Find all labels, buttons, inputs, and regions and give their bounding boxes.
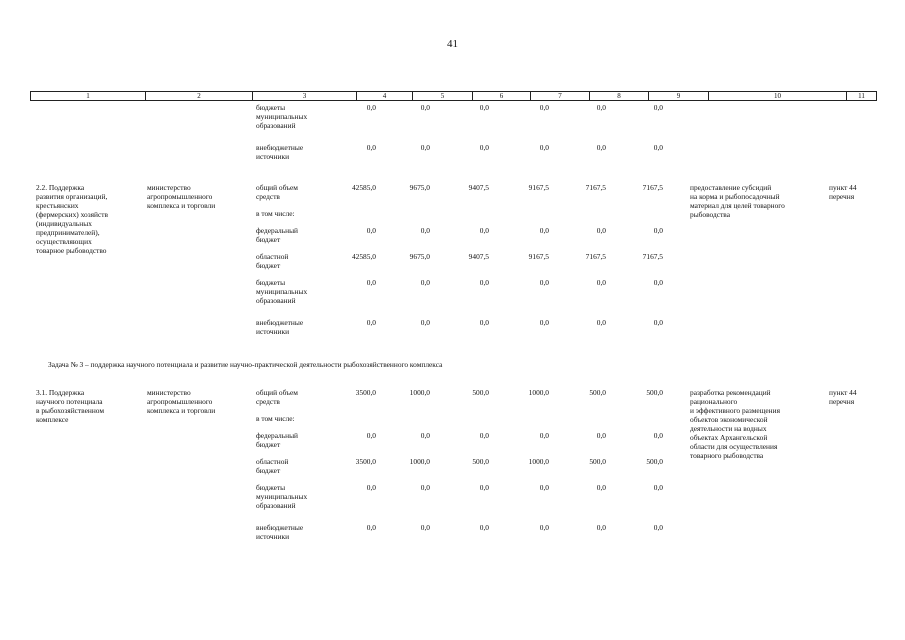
- value-cell: 7167,5: [642, 183, 663, 192]
- value-cell: 0,0: [653, 226, 663, 235]
- task-3-heading: Задача № 3 – поддержка научного потенциала и развитие научно-практической деятельности рыбохозяйственного комплекса: [48, 360, 443, 369]
- value-cell: 0,0: [539, 103, 549, 112]
- header-cell: 4: [357, 92, 413, 101]
- header-cell: 7: [531, 92, 590, 101]
- value-cell: 0,0: [366, 318, 376, 327]
- value-cell: 0,0: [479, 226, 489, 235]
- value-cell: 0,0: [653, 143, 663, 152]
- value-cell: 0,0: [366, 483, 376, 492]
- value-cell: 1000,0: [528, 388, 549, 397]
- funding-source-label: областной бюджет: [256, 457, 289, 475]
- value-cell: 9675,0: [409, 183, 430, 192]
- funding-source-label: внебюджетные источники: [256, 318, 304, 336]
- value-cell: 500,0: [589, 388, 606, 397]
- value-cell: 3500,0: [355, 388, 376, 397]
- header-cell: 10: [709, 92, 847, 101]
- value-cell: 0,0: [539, 431, 549, 440]
- value-cell: 0,0: [366, 143, 376, 152]
- header-cell: 1: [31, 92, 146, 101]
- value-cell: 0,0: [479, 318, 489, 327]
- value-cell: 0,0: [596, 143, 606, 152]
- value-cell: 0,0: [653, 318, 663, 327]
- value-cell: 0,0: [539, 523, 549, 532]
- value-cell: 42585,0: [351, 252, 376, 261]
- header-cell: 6: [473, 92, 531, 101]
- value-cell: 42585,0: [351, 183, 376, 192]
- value-cell: 0,0: [653, 431, 663, 440]
- activity-name: 2.2. Поддержка развития организаций, крестьянских (фермерских) хозяйств (индивидуальных предпринимателей), осуществляющих товарное рыбоводство: [36, 183, 108, 255]
- page-number: 41: [447, 38, 458, 50]
- value-cell: 3500,0: [355, 457, 376, 466]
- value-cell: 500,0: [646, 457, 663, 466]
- funding-source-label: бюджеты муниципальных образований: [256, 483, 308, 510]
- reference-note: пункт 44 перечня: [829, 388, 857, 406]
- value-cell: 0,0: [420, 318, 430, 327]
- value-cell: 0,0: [479, 143, 489, 152]
- value-cell: 0,0: [653, 103, 663, 112]
- value-cell: 0,0: [366, 431, 376, 440]
- value-cell: 9675,0: [409, 252, 430, 261]
- including-label: в том числе:: [256, 414, 295, 423]
- header-cell: 5: [413, 92, 473, 101]
- value-cell: 0,0: [420, 483, 430, 492]
- value-cell: 0,0: [539, 318, 549, 327]
- value-cell: 0,0: [420, 103, 430, 112]
- value-cell: 0,0: [596, 318, 606, 327]
- executor-name: министерство агропромышленного комплекса и торговли: [147, 183, 216, 210]
- value-cell: 0,0: [539, 278, 549, 287]
- value-cell: 0,0: [596, 483, 606, 492]
- value-cell: 0,0: [596, 523, 606, 532]
- value-cell: 0,0: [653, 523, 663, 532]
- funding-source-label: общий объем средств: [256, 388, 298, 406]
- header-cell: 8: [590, 92, 649, 101]
- expected-result: предоставление субсидий на корма и рыбопосадочный материал для целей товарного рыбоводства: [690, 183, 785, 219]
- value-cell: 0,0: [653, 278, 663, 287]
- including-label: в том числе:: [256, 209, 295, 218]
- header-cell: 11: [847, 92, 877, 101]
- value-cell: 1000,0: [528, 457, 549, 466]
- value-cell: 0,0: [420, 143, 430, 152]
- header-cell: 9: [649, 92, 709, 101]
- funding-source-label: бюджеты муниципальных образований: [256, 278, 308, 305]
- column-number-header: [30, 91, 877, 101]
- value-cell: 0,0: [596, 226, 606, 235]
- value-cell: 0,0: [596, 103, 606, 112]
- value-cell: 0,0: [653, 483, 663, 492]
- value-cell: 0,0: [479, 431, 489, 440]
- value-cell: 0,0: [420, 523, 430, 532]
- funding-source-label: внебюджетные источники: [256, 143, 304, 161]
- value-cell: 0,0: [479, 103, 489, 112]
- value-cell: 0,0: [420, 431, 430, 440]
- executor-name: министерство агропромышленного комплекса и торговли: [147, 388, 216, 415]
- value-cell: 0,0: [366, 278, 376, 287]
- reference-note: пункт 44 перечня: [829, 183, 857, 201]
- value-cell: 0,0: [366, 103, 376, 112]
- expected-result: разработка рекомендаций рационального и эффективного размещения объектов экономической деятельности на водных объектах Архангельской области для осуществления товарного рыбоводства: [690, 388, 780, 460]
- value-cell: 500,0: [472, 388, 489, 397]
- funding-source-label: бюджеты муниципальных образований: [256, 103, 308, 130]
- value-cell: 9407,5: [468, 183, 489, 192]
- value-cell: 500,0: [589, 457, 606, 466]
- funding-source-label: внебюджетные источники: [256, 523, 304, 541]
- value-cell: 0,0: [479, 523, 489, 532]
- value-cell: 500,0: [472, 457, 489, 466]
- value-cell: 0,0: [420, 226, 430, 235]
- value-cell: 7167,5: [585, 252, 606, 261]
- value-cell: 0,0: [479, 483, 489, 492]
- value-cell: 0,0: [539, 143, 549, 152]
- value-cell: 9167,5: [528, 252, 549, 261]
- header-cell: 2: [146, 92, 253, 101]
- value-cell: 0,0: [479, 278, 489, 287]
- value-cell: 0,0: [366, 226, 376, 235]
- funding-source-label: федеральный бюджет: [256, 226, 298, 244]
- value-cell: 0,0: [539, 483, 549, 492]
- value-cell: 1000,0: [409, 457, 430, 466]
- funding-source-label: федеральный бюджет: [256, 431, 298, 449]
- value-cell: 0,0: [366, 523, 376, 532]
- value-cell: 0,0: [420, 278, 430, 287]
- value-cell: 7167,5: [642, 252, 663, 261]
- value-cell: 500,0: [646, 388, 663, 397]
- activity-name: 3.1. Поддержка научного потенциала в рыбохозяйственном комплексе: [36, 388, 105, 424]
- header-cell: 3: [253, 92, 357, 101]
- value-cell: 1000,0: [409, 388, 430, 397]
- value-cell: 0,0: [596, 278, 606, 287]
- funding-source-label: областной бюджет: [256, 252, 289, 270]
- value-cell: 9407,5: [468, 252, 489, 261]
- value-cell: 0,0: [596, 431, 606, 440]
- value-cell: 7167,5: [585, 183, 606, 192]
- funding-source-label: общий объем средств: [256, 183, 298, 201]
- value-cell: 0,0: [539, 226, 549, 235]
- value-cell: 9167,5: [528, 183, 549, 192]
